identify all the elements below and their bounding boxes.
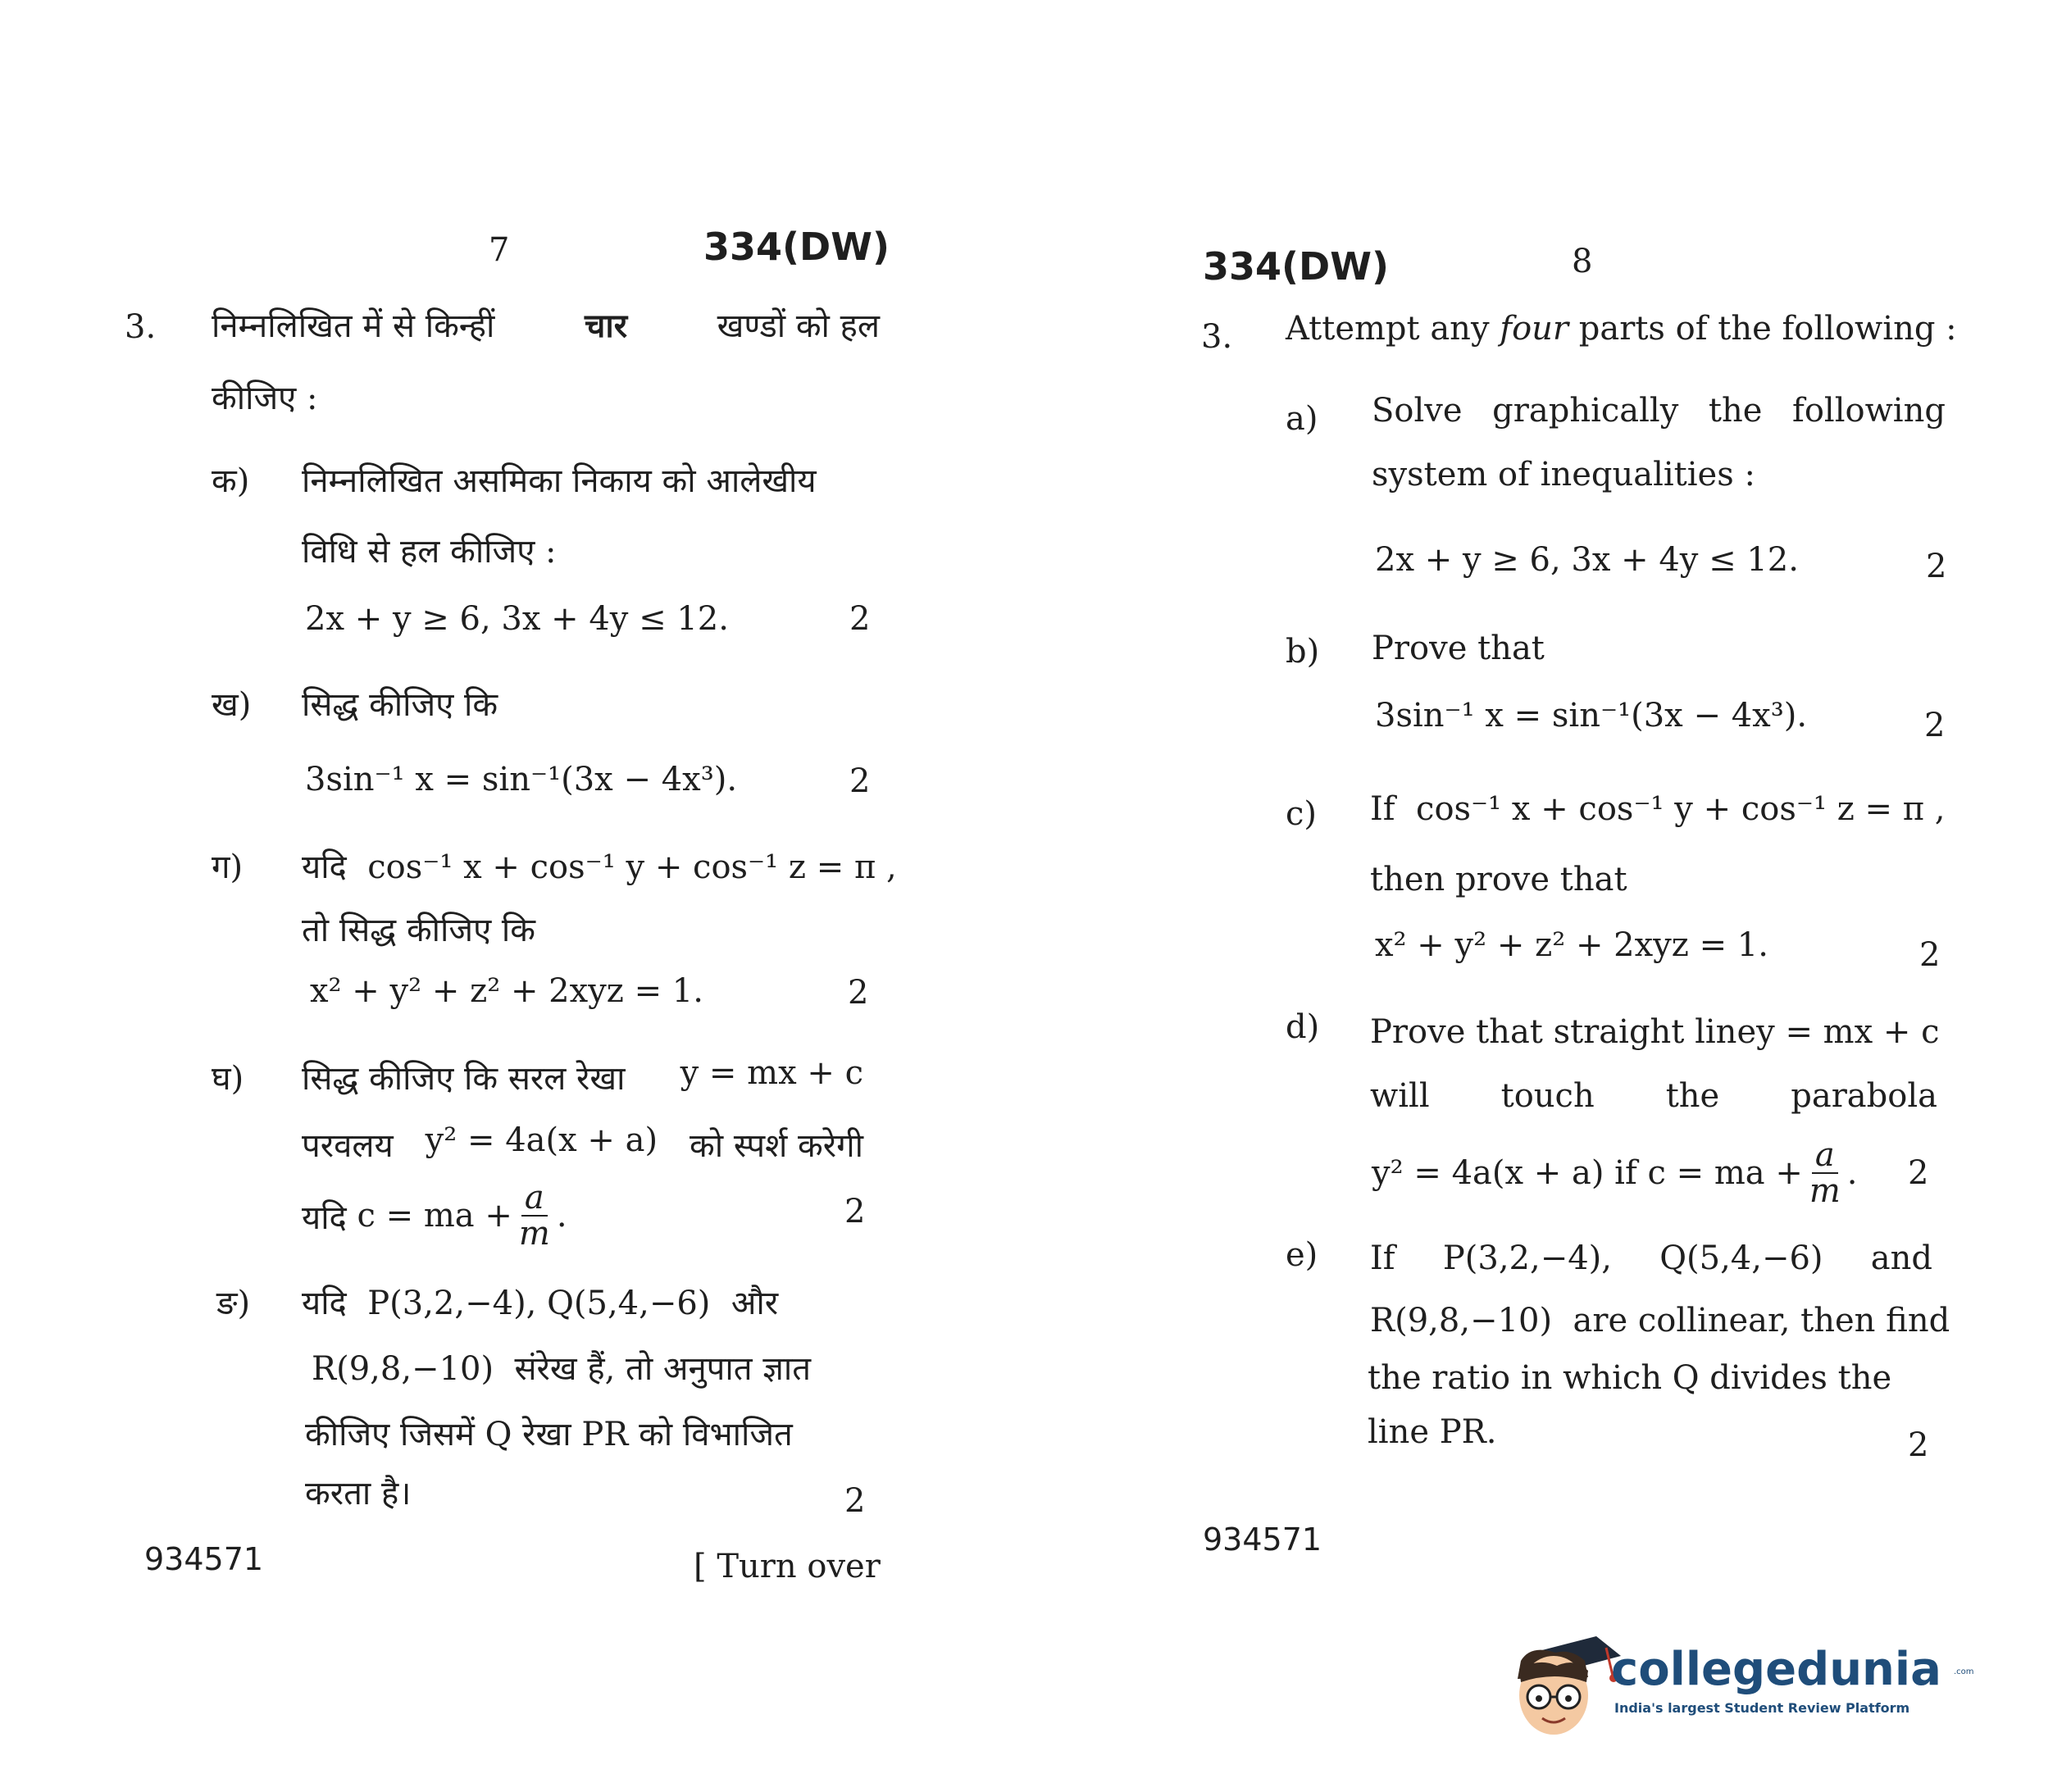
instruction-line-2: कीजिए : (212, 380, 318, 417)
fraction-denominator: m (1809, 1172, 1841, 1210)
part-text (1370, 790, 1945, 828)
footer-code: 934571 (144, 1541, 264, 1577)
part-label: घ) (212, 1060, 244, 1098)
part-text: system of inequalities : (1372, 456, 1755, 493)
part-text (1370, 1302, 1950, 1339)
marks: 2 (1924, 707, 1946, 744)
word: graphically (1492, 392, 1679, 430)
word: will (1370, 1077, 1430, 1115)
footer-code: 934571 (1203, 1521, 1322, 1558)
word: if (1614, 1154, 1637, 1192)
hindi-text: को स्पर्श करेगी (690, 1127, 863, 1165)
part-text: then prove that (1370, 861, 1627, 898)
equation: y² = 4a(x + a) (425, 1121, 658, 1159)
question-number: 3. (125, 308, 157, 346)
instruction-text: खण्डों को हल (717, 307, 880, 345)
word: touch (1500, 1077, 1595, 1115)
sentence: Prove that straight line (1370, 1013, 1757, 1051)
part-text (312, 1344, 811, 1389)
part-label: ख) (212, 686, 252, 724)
inequality-expression: 2x + y ≥ 6, 3x + 4y ≤ 12. (1375, 541, 1799, 579)
word: parabola (1791, 1077, 1937, 1115)
part-label: ग) (212, 848, 244, 886)
marks: 2 (1908, 1154, 1929, 1192)
fraction-numerator: a (521, 1180, 548, 1217)
part-text: line PR. (1368, 1413, 1497, 1451)
marks: 2 (844, 1482, 866, 1520)
fraction-denominator: m (518, 1215, 550, 1253)
marks: 2 (844, 1193, 866, 1230)
word: the (1708, 392, 1763, 430)
brand-name: collegedunia (1611, 1643, 1941, 1696)
instruction-line-1 (212, 302, 880, 347)
instruction-text: Attempt any (1286, 310, 1490, 348)
fraction-numerator: a (1812, 1138, 1838, 1174)
hindi-word: और (731, 1285, 779, 1322)
part-text: करता है। (305, 1475, 412, 1512)
part-text: कीजिए जिसमें Q रेखा PR को विभाजित (305, 1416, 793, 1453)
part-label: d) (1286, 1008, 1320, 1046)
part-text: y² = 4a(x + a) if c = ma + $\frac{a}{m}$ . (1372, 1136, 1858, 1210)
part-text: तो सिद्ध कीजिए कि (302, 912, 535, 949)
marks: 2 (849, 762, 871, 800)
point: R(9,8,−10) (1370, 1302, 1553, 1339)
hindi-word: यदि (302, 1285, 347, 1322)
equation: y = mx + c (1756, 1013, 1940, 1051)
part-text: the ratio in which Q divides the (1368, 1359, 1892, 1397)
paper-code: 334(DW) (1203, 244, 1389, 289)
marks: 2 (1908, 1426, 1929, 1464)
equation: y = mx + c (680, 1054, 863, 1092)
equation: x² + y² + z² + 2xyz = 1. (1375, 926, 1768, 964)
word: If (1370, 790, 1395, 828)
part-label: e) (1286, 1236, 1318, 1274)
part-text (1372, 392, 1946, 430)
inequality-expression: 2x + y ≥ 6, 3x + 4y ≤ 12. (305, 600, 729, 638)
question-number: 3. (1201, 318, 1233, 356)
hindi-word: यदि (302, 1198, 347, 1237)
part-text: निम्नलिखित असमिका निकाय को आलेखीय (302, 462, 817, 500)
word: Solve (1372, 392, 1463, 430)
paper-code: 334(DW) (703, 225, 890, 269)
part-text (1370, 1013, 1940, 1051)
equation: 3sin⁻¹ x = sin⁻¹(3x − 4x³). (1375, 697, 1808, 735)
fraction (1806, 1138, 1844, 1208)
fraction (516, 1180, 553, 1251)
turn-over-note: [ Turn over (694, 1548, 881, 1585)
brand-domain: .com (1954, 1667, 1974, 1676)
part-text (1370, 1077, 1937, 1115)
instruction-text: parts of the following : (1578, 310, 1957, 348)
brand-tagline: India's largest Student Review Platform (1614, 1700, 1910, 1716)
marks: 2 (1919, 936, 1941, 974)
hindi-text: सिद्ध कीजिए कि सरल रेखा (302, 1060, 626, 1098)
part-text: Prove that (1372, 630, 1545, 667)
part-text (302, 1121, 863, 1167)
part-text (302, 843, 897, 888)
instruction-text: निम्नलिखित में से किन्हीं (212, 307, 495, 345)
equation: c = ma + (357, 1197, 512, 1235)
part-text: यदि c = ma + $\frac{a}{m}$ . (302, 1179, 567, 1253)
part-label: a) (1286, 400, 1318, 438)
part-label: c) (1286, 795, 1318, 833)
part-text: सिद्ध कीजिए कि (302, 686, 498, 724)
part-label: क) (212, 462, 250, 500)
part-text (1370, 1239, 1932, 1277)
sentence: are collinear, then find (1573, 1302, 1950, 1339)
word: the (1665, 1077, 1720, 1115)
hindi-word: परवलय (302, 1127, 394, 1165)
page-number: 8 (1572, 243, 1593, 280)
right-page (1036, 0, 2071, 1792)
part-text: विधि से हल कीजिए : (302, 533, 557, 571)
part-label: b) (1286, 633, 1320, 671)
equation: y² = 4a(x + a) (1372, 1154, 1604, 1192)
point: R(9,8,−10) (312, 1350, 494, 1388)
part-text (302, 1054, 863, 1099)
hindi-text: संरेख हैं, तो अनुपात ज्ञात (514, 1350, 812, 1388)
part-text (302, 1279, 778, 1324)
part-label: ङ) (216, 1285, 251, 1322)
word: and (1870, 1239, 1932, 1277)
marks: 2 (849, 600, 871, 638)
points: P(3,2,−4), Q(5,4,−6) (367, 1285, 711, 1322)
equation: c = ma + (1647, 1154, 1803, 1192)
instruction-emphasis: four (1500, 310, 1569, 348)
point: P(3,2,−4), (1442, 1239, 1612, 1277)
equation: cos⁻¹ x + cos⁻¹ y + cos⁻¹ z = π , (367, 848, 897, 886)
hindi-word: यदि (302, 848, 347, 886)
marks: 2 (848, 974, 869, 1012)
word: following (1792, 392, 1946, 430)
word: If (1370, 1239, 1395, 1277)
equation: 3sin⁻¹ x = sin⁻¹(3x − 4x³). (305, 761, 738, 798)
point: Q(5,4,−6) (1659, 1239, 1823, 1277)
equation: x² + y² + z² + 2xyz = 1. (310, 972, 703, 1010)
page-number: 7 (489, 231, 510, 269)
instruction (1286, 310, 1957, 348)
equation: cos⁻¹ x + cos⁻¹ y + cos⁻¹ z = π , (1416, 790, 1946, 828)
marks: 2 (1926, 548, 1947, 585)
instruction-bold: चार (584, 307, 628, 345)
